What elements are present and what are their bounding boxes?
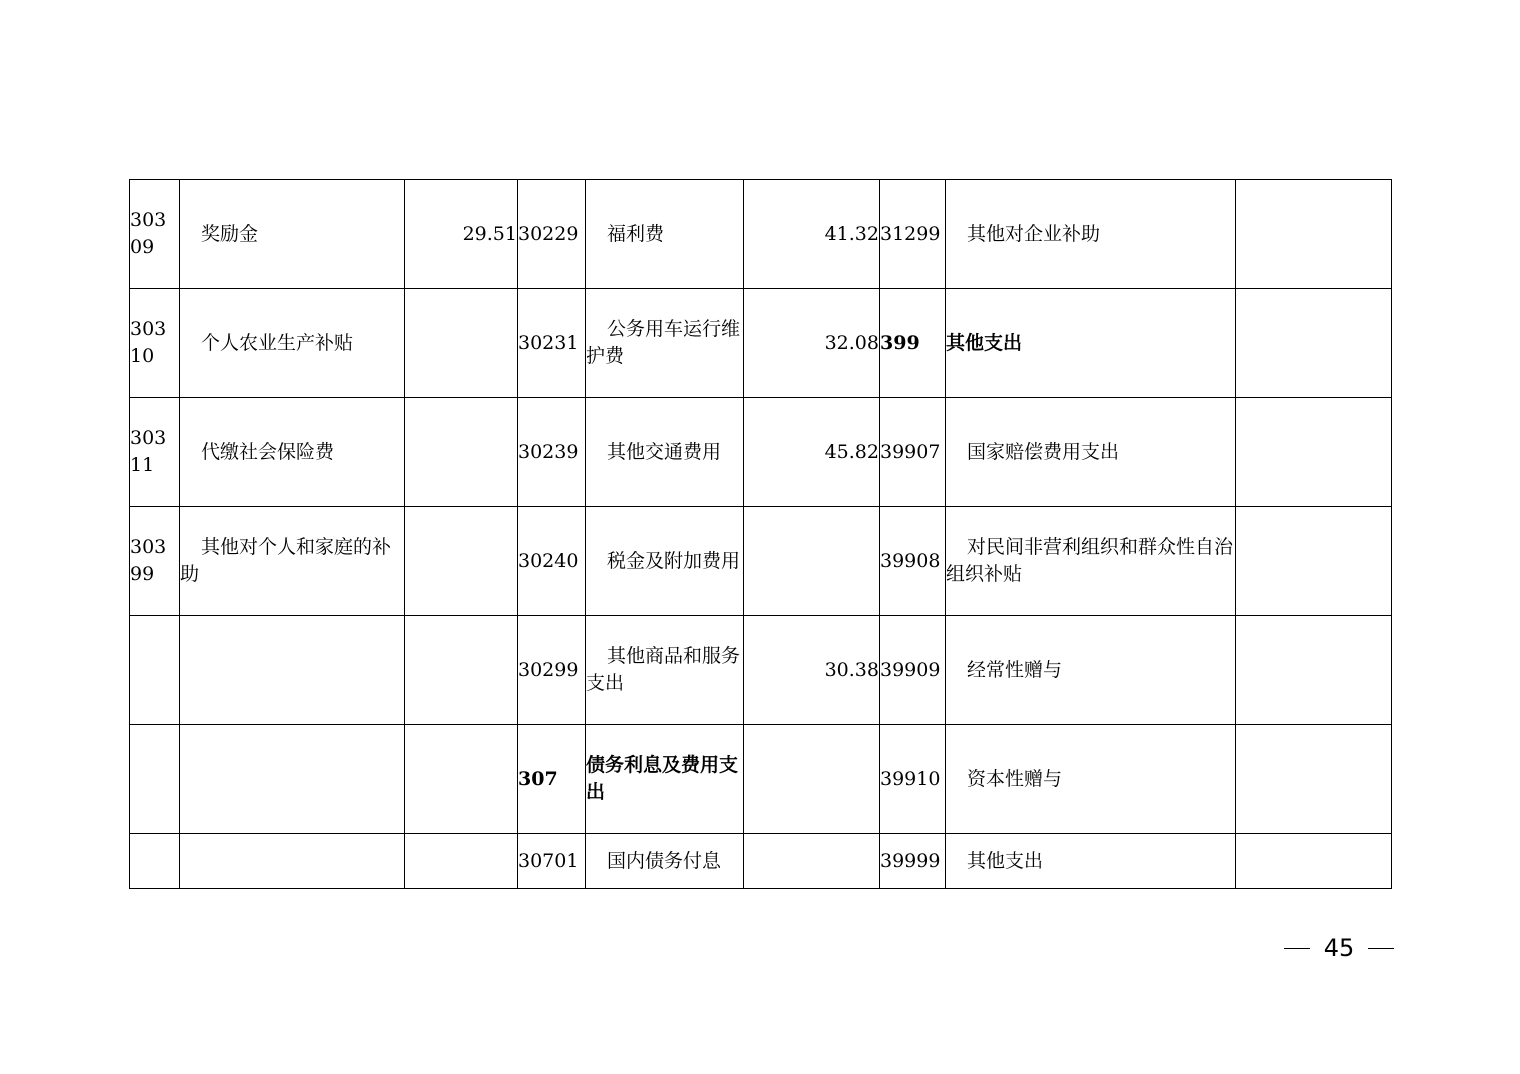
cell-name [180,616,405,725]
cell-code: 39908 [880,507,946,616]
cell-amount [405,507,518,616]
cell-code: 30399 [130,507,180,616]
cell-amount: 45.82 [744,398,880,507]
cell-code: 39907 [880,398,946,507]
cell-code: 307 [518,725,586,834]
cell-name [180,725,405,834]
cell-name: 其他商品和服务支出 [586,616,744,725]
cell-name: 债务利息及费用支出 [586,725,744,834]
cell-name: 公务用车运行维护费 [586,289,744,398]
table-row [130,616,1392,725]
cell-code [130,725,180,834]
cell-code: 39910 [880,725,946,834]
cell-amount: 29.51 [405,180,518,289]
cell-code: 399 [880,289,946,398]
cell-amount [744,725,880,834]
cell-amount [1236,398,1392,507]
cell-amount [405,616,518,725]
page-number: 45 [1323,934,1355,962]
cell-amount [405,725,518,834]
cell-amount [405,398,518,507]
footer-dash-right [1368,948,1394,949]
cell-amount: 41.32 [744,180,880,289]
cell-code [130,834,180,889]
cell-amount [405,289,518,398]
cell-code: 30239 [518,398,586,507]
cell-amount [1236,834,1392,889]
table-row [130,180,1392,289]
cell-name: 对民间非营利组织和群众性自治组织补贴 [946,507,1236,616]
cell-name: 个人农业生产补贴 [180,289,405,398]
cell-name: 福利费 [586,180,744,289]
cell-amount [1236,289,1392,398]
cell-name: 其他支出 [946,834,1236,889]
expenditure-table [129,179,1392,889]
cell-code: 30231 [518,289,586,398]
cell-amount: 30.38 [744,616,880,725]
cell-code [130,616,180,725]
cell-amount [1236,180,1392,289]
cell-name: 代缴社会保险费 [180,398,405,507]
cell-name: 资本性赠与 [946,725,1236,834]
cell-name [180,834,405,889]
cell-code: 30311 [130,398,180,507]
cell-code: 30701 [518,834,586,889]
cell-code: 30299 [518,616,586,725]
cell-name: 其他交通费用 [586,398,744,507]
cell-name: 奖励金 [180,180,405,289]
table-row [130,289,1392,398]
cell-name: 税金及附加费用 [586,507,744,616]
cell-name: 其他对企业补助 [946,180,1236,289]
cell-amount [1236,725,1392,834]
page-footer [1284,930,1394,966]
cell-code: 30309 [130,180,180,289]
cell-name: 经常性赠与 [946,616,1236,725]
cell-amount [744,507,880,616]
cell-name: 其他对个人和家庭的补助 [180,507,405,616]
cell-code: 30310 [130,289,180,398]
cell-amount [744,834,880,889]
table-row [130,507,1392,616]
cell-code: 31299 [880,180,946,289]
table-row [130,725,1392,834]
cell-amount: 32.08 [744,289,880,398]
table-row [130,834,1392,889]
cell-amount [405,834,518,889]
cell-amount [1236,507,1392,616]
cell-amount [1236,616,1392,725]
footer-dash-left [1284,948,1310,949]
cell-code: 30229 [518,180,586,289]
cell-code: 39999 [880,834,946,889]
cell-name: 国家赔偿费用支出 [946,398,1236,507]
cell-name: 国内债务付息 [586,834,744,889]
cell-code: 39909 [880,616,946,725]
cell-code: 30240 [518,507,586,616]
cell-name: 其他支出 [946,289,1236,398]
table-row [130,398,1392,507]
